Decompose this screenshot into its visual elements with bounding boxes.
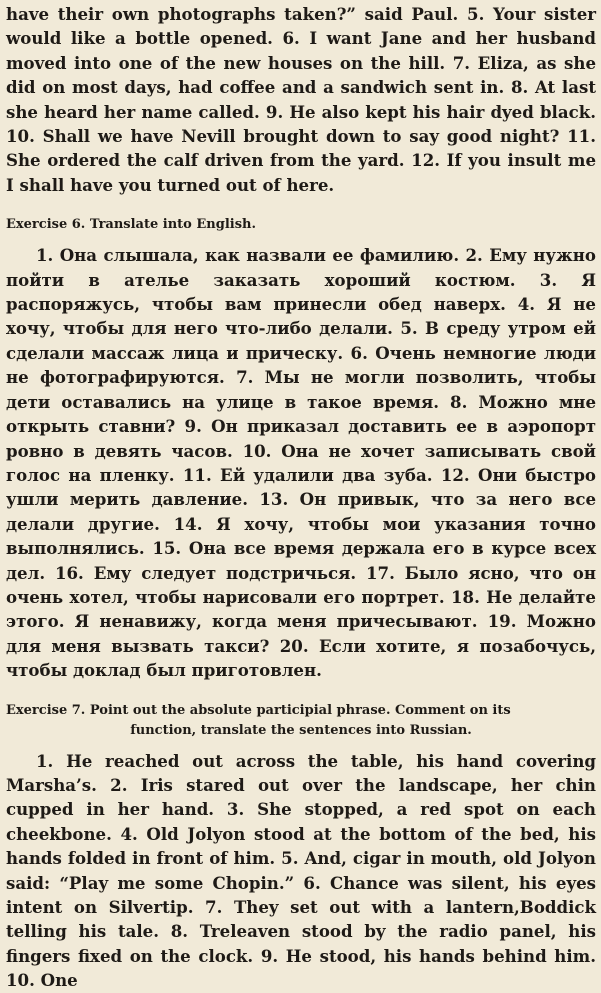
exercise-6-body: 1. Она слышала, как назвали ее фамилию. 2. Ему нужно пойти в ателье заказать хороший костюм. 3. Я распоряжусь, чтобы вам принесли обед наверх. 4. Я не хочу, чтобы для него что-либо делали. 5. В среду утром ей сделали массаж лица и прическу. 6. Очень немногие люди не фотографируются. 7. Мы не могли позволить, чтобы дети оставались на улице в такое время. 8. Можно мне открыть ставни? 9. Он приказал доставить ее в аэропорт ровно в девять часов. 10. Она не хочет записывать свой голос на пленку. 11. Ей удалили два зуба. 12. Они быстро ушли мерить давление. 13. Он привык, что за него все делали другие. 14. Я хочу, чтобы мои указания точно выполнялись. 15. Она все время держала его в курсе всех дел. 16. Ему следует подстричься. 17. Было ясно, что он очень хотел, чтобы нарисовали его портрет. 18. Не делайте этого. Я ненавижу, когда меня причесывают. 19. Можно для меня вызвать такси? 20. Если хотите, я позабочусь, чтобы доклад был приготовлен. bbox=[6, 245, 596, 681]
exercise-7-body: 1. He reached out across the table, his hand covering Marsha’s. 2. Iris stared out over the landscape, her chin cupped in her hand. 3. She stopped, a red spot on each cheekbone. 4. Old Jolyon stood at the bottom of the bed, his hands folded in front of him. 5. And, cigar in mouth, old Jolyon said: “Play me some Chopin.” 6. Chance was silent, his eyes intent on Silvertip. 7. They set out with a lantern,Boddick telling his tale. 8. Treleaven stood by the radio panel, his fingers fixed on the clock. 9. He stood, his hands behind him. 10. One bbox=[6, 750, 596, 991]
exercise-7-heading-line1: Exercise 7. Point out the absolute participial phrase. Comment on its bbox=[6, 702, 511, 718]
exercise-6-heading: Exercise 6. Translate into English. bbox=[6, 217, 256, 233]
document-page bbox=[6, 2, 596, 993]
previous-exercise-continuation: have their own photographs taken?” said Paul. 5. Your sister would like a bottle opened. 6. I want Jane and her husband moved into one of the new houses on the hill. 7. Eliza, as she did on most days, had coffee and a sandwich sent in. 8. At last she heard her name called. 9. He also kept his hair dyed black. 10. Shall we have Nevill brought down to say good night? 11. She ordered the calf driven from the yard. 12. If you insult me I shall have you turned out of here. bbox=[6, 4, 596, 195]
exercise-7-heading-line2: function, translate the sentences into Russian. bbox=[130, 722, 472, 738]
exercise-7-heading bbox=[6, 701, 596, 741]
